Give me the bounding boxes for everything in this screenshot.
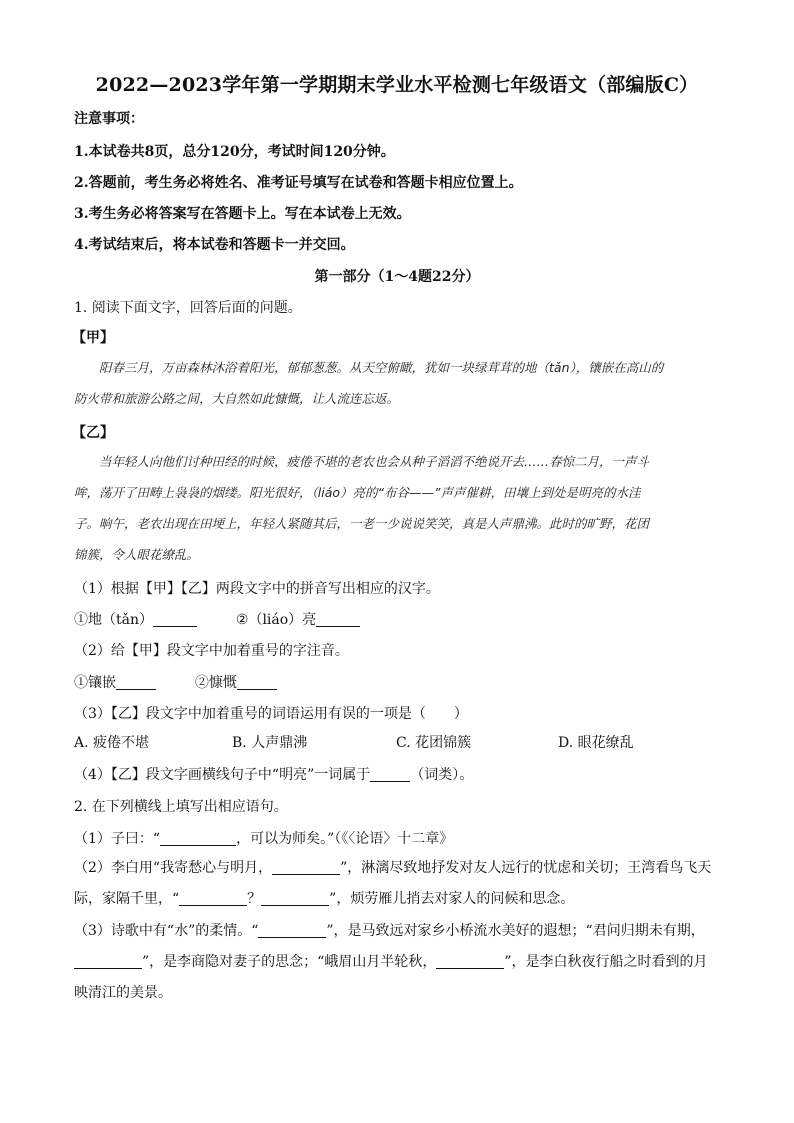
- answer-blank[interactable]: [179, 891, 247, 906]
- answer-blank[interactable]: [316, 612, 360, 627]
- notice-heading: 注意事项：: [74, 111, 144, 127]
- section-heading: 第一部分（1～4题22分）: [314, 269, 480, 285]
- answer-label: ②慷慨: [194, 675, 237, 691]
- text-line: ”，是李商隐对妻子的思念；“峨眉山月半轮秋， ”，是李白秋夜行船之时看到的月: [74, 947, 724, 978]
- passage-line: 锦簇，令人眼花缭乱。: [74, 547, 200, 562]
- answer-row: [74, 672, 277, 692]
- option-a[interactable]: A. 疲倦不堪: [74, 735, 150, 751]
- answer-row: [74, 609, 360, 629]
- text-line: （3）诗歌中有“水”的柔情。“ ”，是马致远对家乡小桥流水美好的遐想；“君问归期未有期，: [74, 923, 705, 939]
- notice-item: 1.本试卷共8页，总分120分，考试时间120分钟。: [74, 144, 395, 160]
- sub-question: [74, 853, 724, 915]
- answer-blank[interactable]: [153, 612, 197, 627]
- notice-item: 4.考试结束后，将本试卷和答题卡一并交回。: [74, 237, 355, 253]
- passage-line: 防火带和旅游公路之间，大自然如此慷慨，让人流连忘返。: [74, 391, 400, 406]
- passage-label-jia: 【甲】: [72, 330, 114, 346]
- sub-question: （1）子曰：“ ，可以为师矣。”（《〈论语〉十二章》: [74, 831, 454, 847]
- page-title: 2022—2023学年第一学期期末学业水平检测七年级语文（部编版C）: [95, 74, 699, 96]
- sub-question: （2）给【甲】段文字中加着重号的字注音。: [74, 643, 349, 659]
- question-stem: 2. 在下列横线上填写出相应语句。: [74, 799, 288, 815]
- sub-question: （4）【乙】段文字画横线句子中“明亮”一词属于 （词类）。: [74, 767, 474, 783]
- answer-blank[interactable]: [237, 675, 277, 690]
- sub-question: （1）根据【甲】【乙】两段文字中的拼音写出相应的汉字。: [74, 581, 440, 597]
- answer-label: ②（liáo）亮: [235, 612, 317, 628]
- sub-question: [74, 916, 724, 1009]
- notice-item: 3.考生务必将答案写在答题卡上。写在本试卷上无效。: [74, 206, 411, 222]
- passage-line: 阳春三月，万亩森林沐浴着阳光，郁郁葱葱。从天空俯瞰，犹如一块绿茸茸的地（tǎn），镶嵌在高山的: [99, 360, 664, 375]
- text-line: 际，家隔千里，“ ？ ”，烦劳雁儿捎去对家人的问候和思念。: [74, 891, 575, 907]
- answer-label: ①地（tǎn）: [74, 612, 153, 628]
- answer-blank[interactable]: [261, 891, 329, 906]
- option-b[interactable]: B. 人声鼎沸: [232, 735, 308, 751]
- answer-blank[interactable]: [258, 923, 326, 938]
- text-line: （2）李白用“我寄愁心与明月， ”，淋漓尽致地抒发对友人远行的忧虑和关切；王湾看鸟飞天: [74, 860, 712, 876]
- passage-line: 当年轻人向他们讨种田经的时候，疲倦不堪的老农也会从种子滔滔不绝说开去……春惊二月，一声斗: [99, 454, 650, 469]
- passage-jia: [74, 352, 724, 414]
- passage-yi: [74, 446, 724, 570]
- answer-blank[interactable]: [370, 767, 410, 782]
- notice-item: 2.答题前，考生务必将姓名、准考证号填写在试卷和答题卡相应位置上。: [74, 175, 523, 191]
- text-line: 映清江的美景。: [74, 985, 172, 1001]
- answer-blank[interactable]: [74, 954, 142, 969]
- answer-blank[interactable]: [272, 860, 340, 875]
- answer-label: ①镶嵌: [74, 675, 116, 691]
- answer-blank[interactable]: [160, 831, 236, 846]
- question-stem: 1. 阅读下面文字，回答后面的问题。: [74, 300, 302, 316]
- passage-line: 子。晌午，老农出现在田埂上，年轻人紧随其后，一老一少说说笑笑，真是人声鼎沸。此时的旷野，花团: [74, 516, 650, 531]
- passage-label-yi: 【乙】: [72, 425, 114, 441]
- option-c[interactable]: C. 花团锦簇: [396, 735, 472, 751]
- answer-blank[interactable]: [116, 675, 156, 690]
- passage-line: 哞，荡开了田畴上袅袅的烟缕。阳光很好，（liáo）亮的“布谷——”声声催耕，田壤上到处是明亮的水洼: [74, 485, 641, 500]
- answer-blank[interactable]: [436, 954, 504, 969]
- option-d[interactable]: D. 眼花缭乱: [558, 735, 634, 751]
- sub-question: （3）【乙】段文字中加着重号的词语运用有误的一项是（ ）: [74, 706, 468, 722]
